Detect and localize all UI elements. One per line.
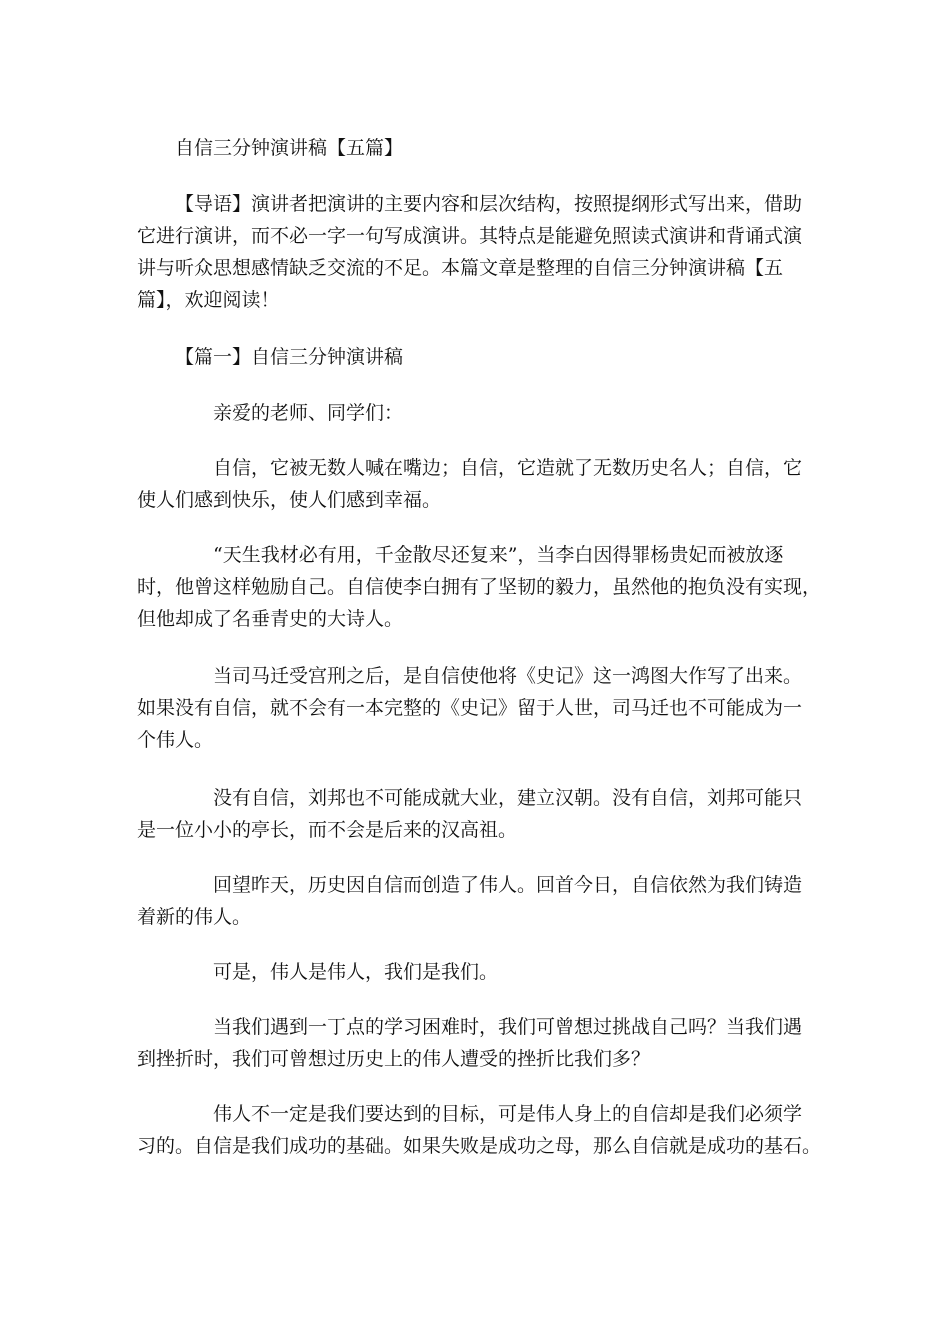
paragraph-line: “天生我材必有用，千金散尽还复来”，当李白因得罪杨贵妃而被放逐 — [213, 544, 784, 566]
paragraph-line: 如果没有自信，就不会有一本完整的《史记》留于人世，司马迁也不可能成为一 — [137, 697, 803, 719]
section-heading — [137, 341, 827, 373]
paragraph-line: 回望昨天，历史因自信而创造了伟人。回首今日，自信依然为我们铸造 — [213, 874, 803, 896]
body-paragraph — [137, 1011, 827, 1075]
title-text: 自信三分钟演讲稿【五篇】 — [175, 137, 404, 159]
body-paragraph — [137, 782, 827, 846]
body-paragraph — [137, 1098, 827, 1162]
intro-paragraph — [137, 188, 827, 316]
paragraph-line: 可是，伟人是伟人，我们是我们。 — [213, 961, 499, 983]
salutation-text: 亲爱的老师、同学们： — [213, 402, 404, 424]
intro-line: 【导语】演讲者把演讲的主要内容和层次结构，按照提纲形式写出来，借助 — [175, 193, 803, 215]
document-title — [137, 132, 827, 164]
paragraph-line: 着新的伟人。 — [137, 906, 252, 928]
paragraph-line: 个伟人。 — [137, 729, 214, 751]
body-paragraph — [137, 452, 827, 516]
paragraph-line: 当司马迁受宫刑之后，是自信使他将《史记》这一鸿图大作写了出来。 — [213, 665, 803, 687]
paragraph-line: 当我们遇到一丁点的学习困难时，我们可曾想过挑战自己吗？当我们遇 — [213, 1016, 803, 1038]
paragraph-line: 没有自信，刘邦也不可能成就大业，建立汉朝。没有自信，刘邦可能只 — [213, 787, 803, 809]
section-heading-text: 【篇一】自信三分钟演讲稿 — [175, 346, 404, 368]
paragraph-line: 到挫折时，我们可曾想过历史上的伟人遭受的挫折比我们多？ — [137, 1048, 651, 1070]
paragraph-line: 是一位小小的亭长，而不会是后来的汉高祖。 — [137, 819, 518, 841]
salutation — [137, 397, 827, 429]
paragraph-line: 使人们感到快乐，使人们感到幸福。 — [137, 489, 442, 511]
paragraph-line: 但他却成了名垂青史的大诗人。 — [137, 608, 404, 630]
intro-line: 篇】，欢迎阅读！ — [137, 289, 280, 311]
body-paragraph — [137, 956, 827, 988]
intro-line: 讲与听众思想感情缺乏交流的不足。本篇文章是整理的自信三分钟演讲稿【五 — [137, 257, 784, 279]
paragraph-line: 时，他曾这样勉励自己。自信使李白拥有了坚韧的毅力，虽然他的抱负没有实现， — [137, 576, 822, 598]
body-paragraph — [137, 660, 827, 756]
body-paragraph — [137, 539, 827, 635]
intro-line: 它进行演讲，而不必一字一句写成演讲。其特点是能避免照读式演讲和背诵式演 — [137, 225, 803, 247]
paragraph-line: 习的。自信是我们成功的基础。如果失败是成功之母，那么自信就是成功的基石。 — [137, 1135, 822, 1157]
body-paragraph — [137, 869, 827, 933]
paragraph-line: 自信，它被无数人喊在嘴边；自信，它造就了无数历史名人；自信，它 — [213, 457, 803, 479]
paragraph-line: 伟人不一定是我们要达到的目标，可是伟人身上的自信却是我们必须学 — [213, 1103, 803, 1125]
